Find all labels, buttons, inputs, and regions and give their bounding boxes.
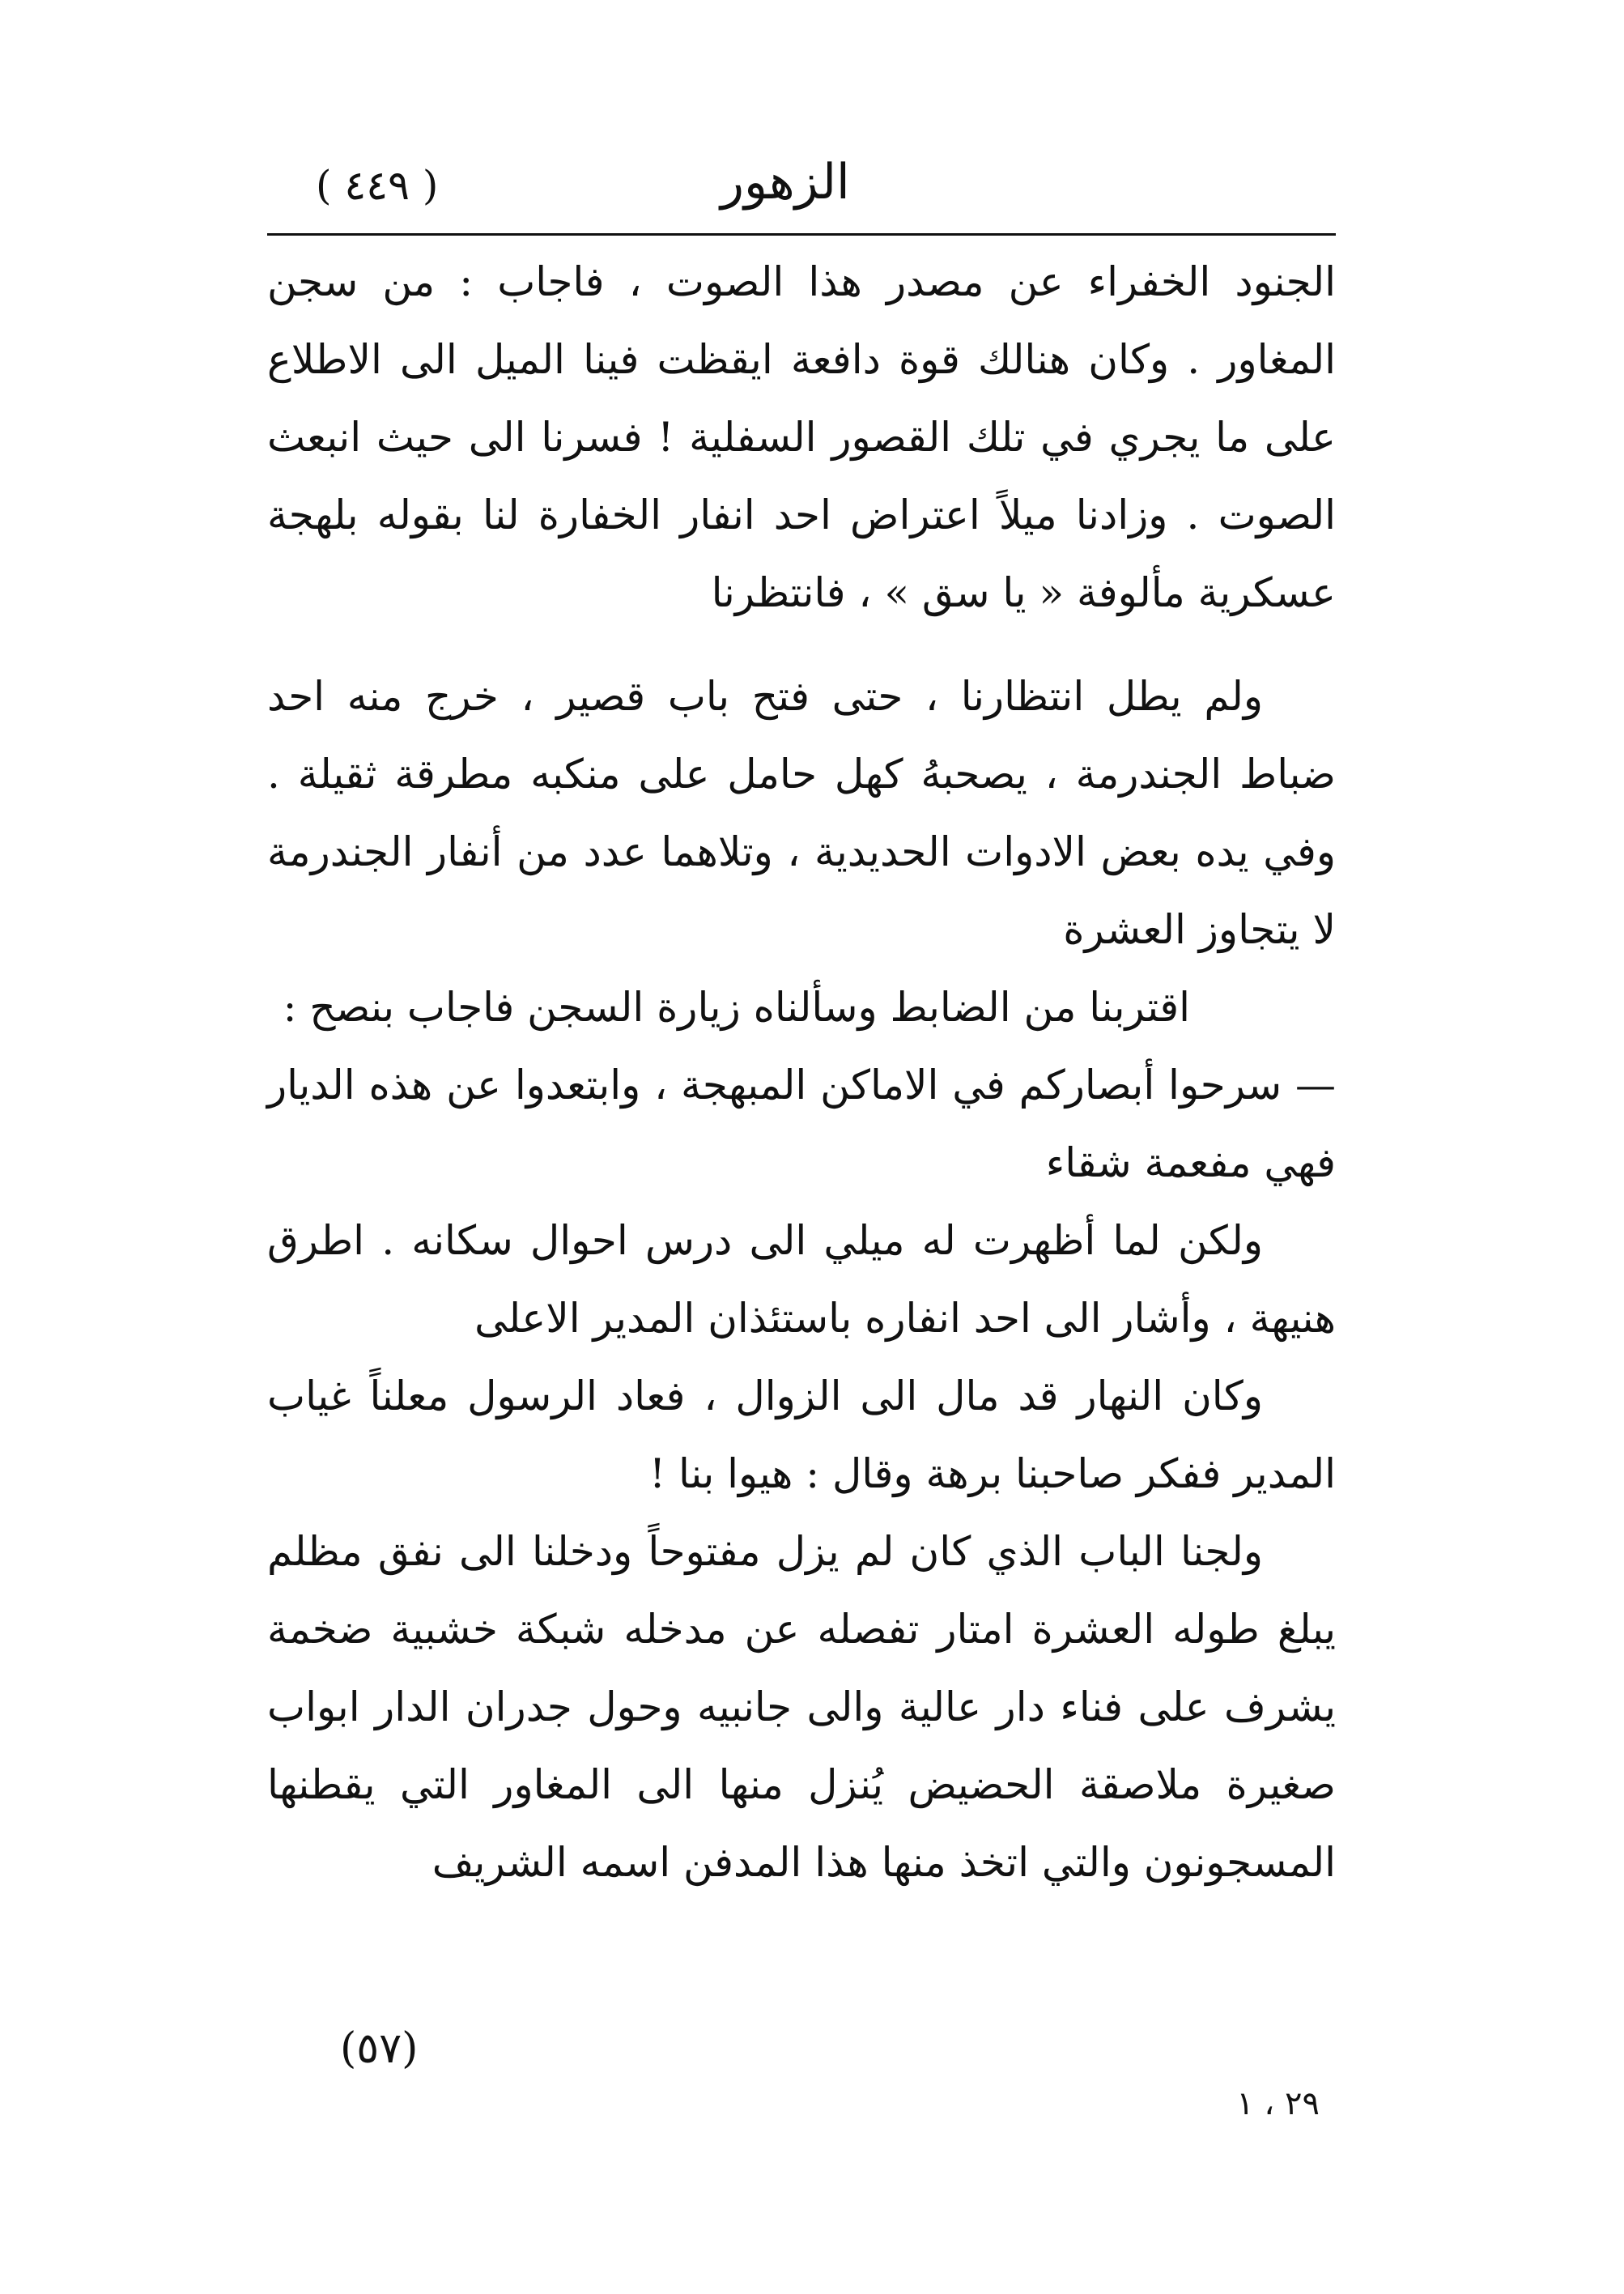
running-title: الزهور — [721, 154, 850, 211]
sheet-number: (٥٧) — [340, 2024, 419, 2073]
paragraph: ولجنا الباب الذي كان لم يزل مفتوحاً ودخلنا الى نفق مظلم يبلغ طوله العشرة امتار تفصله عن مدخله شبكة خشبية ضخمة يشرف على فناء دار عالية والى جانبيه وحول جدران الدار ابواب صغيرة ملاصقة الحضيض يُنزل منها الى المغاور التي يقطنها المسجونون والتي اتخذ منها هذا المدفن اسمه الشريف — [267, 1528, 1336, 1886]
paragraph: ولم يطل انتظارنا ، حتى فتح باب قصير ، خرج منه احد ضباط الجندرمة ، يصحبهُ كهل حامل على منكبه مطرقة ثقيلة . وفي يده بعض الادوات الحديدية ، وتلاهما عدد من أنفار الجندرمة لا يتجاوز العشرة — [267, 673, 1336, 953]
paragraph: اقتربنا من الضابط وسألناه زيارة السجن فاجاب بنصح : — [283, 984, 1190, 1031]
paragraph: الجنود الخفراء عن مصدر هذا الصوت ، فاجاب : من سجن المغاور . وكان هنالك قوة دافعة ايقظت فينا الميل الى الاطلاع على ما يجري في تلك القصور السفلية ! فسرنا الى حيث انبعث الصوت . وزادنا ميلاً اعتراض احد انفار الخفارة لنا بقوله بلهجة عسكرية مألوفة « يا سق » ، فانتظرنا — [267, 258, 1336, 616]
page-footer — [267, 2024, 1336, 2138]
printer-signature: ٢٩ ، ١ — [1236, 2085, 1320, 2122]
body-text — [267, 243, 1336, 1901]
paragraph: وكان النهار قد مال الى الزوال ، فعاد الرسول معلناً غياب المدير ففكر صاحبنا برهة وقال : هيوا بنا ! — [267, 1373, 1336, 1497]
paragraph: — سرحوا أبصاركم في الاماكن المبهجة ، وابتعدوا عن هذه الديار فهي مفعمة شقاء — [267, 1062, 1336, 1186]
page-header — [267, 154, 1336, 227]
page-number: ( ٤٤٩ ) — [316, 162, 439, 209]
paragraph: ولكن لما أظهرت له ميلي الى درس احوال سكانه . اطرق هنيهة ، وأشار الى احد انفاره باستئذان المدير الاعلى — [267, 1217, 1336, 1342]
header-rule — [267, 233, 1336, 236]
